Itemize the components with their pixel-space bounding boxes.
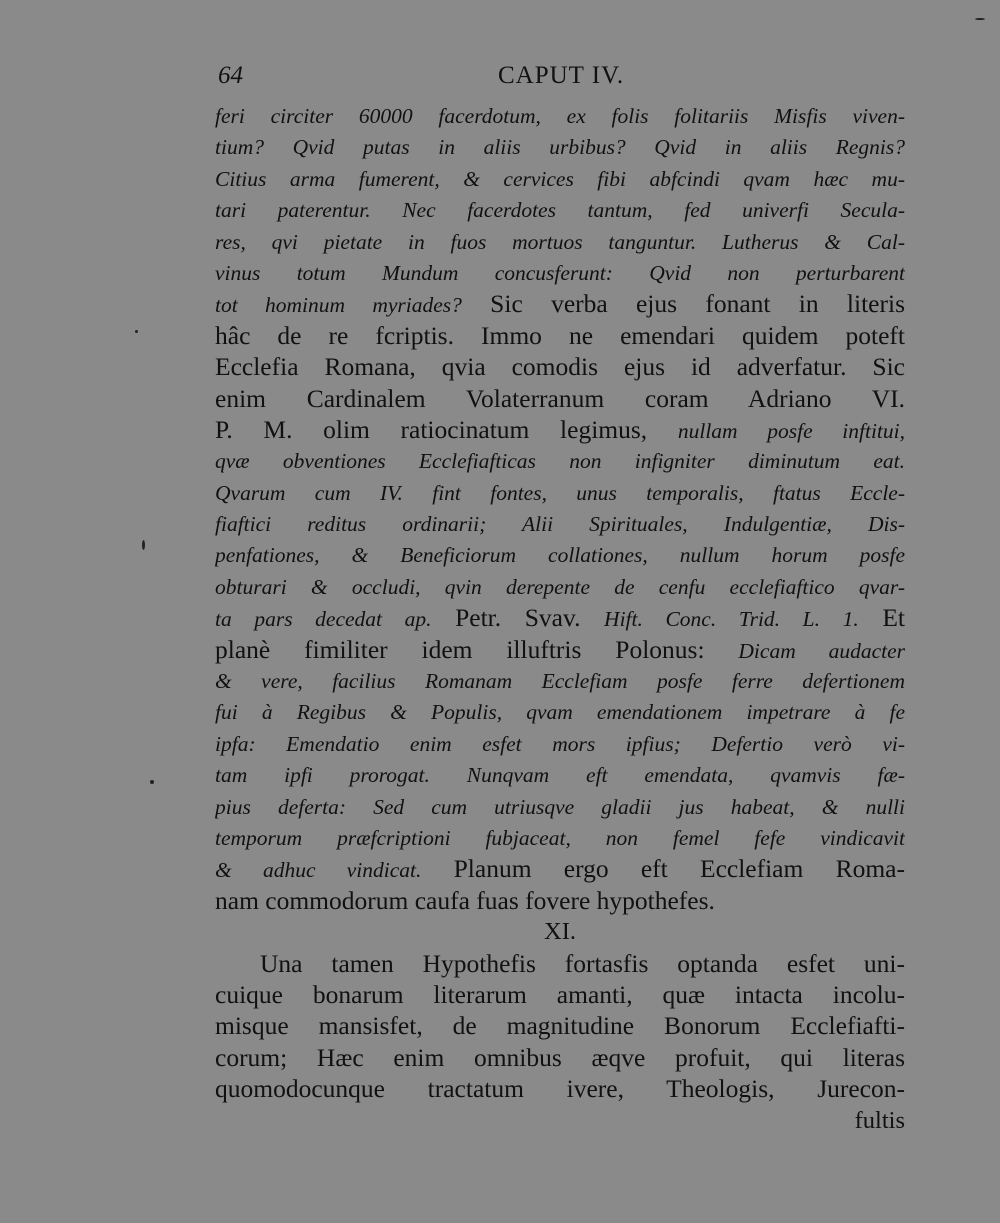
italic-text: tot hominum myriades? [215, 293, 462, 318]
page-header [218, 62, 908, 98]
section-text-line [215, 1042, 905, 1073]
roman-text: Et [858, 603, 905, 633]
roman-text: quomodocunque tractatum ivere, Theologis, Jurecon- [215, 1074, 905, 1104]
section-text-line [215, 948, 905, 979]
text-line [215, 351, 905, 382]
section-text-line [215, 1010, 905, 1041]
italic-text: Dicam audacter [738, 638, 905, 663]
text-line [215, 477, 905, 508]
italic-text: ta pars decedat ap. [215, 607, 432, 632]
main-paragraph [215, 100, 905, 916]
print-speck [142, 540, 145, 550]
text-line [215, 414, 905, 445]
roman-text: P. M. olim ratiocinatum legimus, [215, 414, 678, 444]
text-line [215, 508, 905, 539]
italic-text: tari paterentur. Nec facerdotes tantum, fed univerfi Secula- [215, 198, 905, 223]
text-line [215, 383, 905, 414]
italic-text: tam ipfi prorogat. Nunqvam eft emendata, qvamvis fæ- [215, 763, 905, 788]
roman-text: misque mansisfet, de magnitudine Bonorum Ecclefiafti- [215, 1011, 905, 1041]
roman-text: corum; Hæc enim omnibus æqve profuit, qui literas [215, 1042, 905, 1072]
text-line [215, 571, 905, 602]
text-line [215, 194, 905, 225]
italic-text: Citius arma fumerent, & cervices fibi abfcindi qvam hæc mu- [215, 166, 905, 191]
section-text-line [215, 1073, 905, 1104]
italic-text: qvæ obventiones Ecclefiafticas non infigniter diminutum eat. [215, 449, 905, 474]
roman-text: cuique bonarum literarum amanti, quæ intacta incolu- [215, 979, 905, 1009]
roman-text: hâc de re fcriptis. Immo ne emendari quidem poteft [215, 320, 905, 350]
running-head: CAPUT IV. [498, 62, 625, 89]
italic-text: ipfa: Emendatio enim esfet mors ipfius; Defertio verò vi- [215, 731, 905, 756]
text-line [215, 791, 905, 822]
catchword: fultis [854, 1106, 905, 1134]
print-speck [975, 18, 985, 20]
italic-text: Hift. Conc. Trid. L. 1. [604, 607, 859, 632]
text-line [215, 288, 905, 319]
roman-text: Sic verba ejus fonant in literis [461, 289, 905, 319]
italic-text: Qvarum cum IV. fint fontes, unus temporalis, ftatus Eccle- [215, 480, 905, 505]
text-line [215, 100, 905, 131]
text-line [215, 759, 905, 790]
roman-text: planè fimiliter idem illuftris Polonus: [215, 634, 739, 664]
text-line [215, 131, 905, 162]
section-heading: XI. [544, 918, 576, 946]
italic-text: pius deferta: Sed cum utriusqve gladii jus habeat, & nulli [215, 794, 905, 819]
text-line [215, 634, 905, 665]
body-text [215, 100, 905, 1136]
italic-text: fui à Regibus & Populis, qvam emendationem impetrare à fe [215, 700, 905, 725]
section-text-line [215, 979, 905, 1010]
text-line [215, 226, 905, 257]
section-paragraph [215, 948, 905, 1105]
italic-text: nullam posfe inftitui, [677, 418, 905, 443]
italic-text: obturari & occludi, qvin derepente de cenfu ecclefiaftico qvar- [215, 574, 905, 599]
text-line [215, 163, 905, 194]
italic-text: & vere, facilius Romanam Ecclefiam posfe ferre defertionem [215, 669, 905, 694]
text-line [215, 728, 905, 759]
text-line [215, 853, 905, 884]
text-line [215, 257, 905, 288]
roman-text: Una tamen Hypothefis fortasfis optanda esfet uni- [260, 948, 905, 978]
italic-text: penfationes, & Beneficiorum collationes, nullum horum posfe [215, 543, 905, 568]
roman-text: enim Cardinalem Volaterranum coram Adriano VI. [215, 383, 905, 413]
text-line [215, 602, 905, 633]
text-line [215, 885, 905, 916]
italic-text: res, qvi pietate in fuos mortuos tanguntur. Lutherus & Cal- [215, 229, 905, 254]
text-line [215, 696, 905, 727]
text-line [215, 539, 905, 570]
text-line [215, 665, 905, 696]
italic-text: vinus totum Mundum concusferunt: Qvid non perturbarent [215, 260, 905, 285]
text-line [215, 320, 905, 351]
roman-text: nam commodorum caufa fuas fovere hypothefes. [215, 885, 715, 915]
print-speck [135, 330, 138, 333]
italic-text: & adhuc vindicat. [215, 858, 422, 883]
roman-text: Petr. Svav. [431, 603, 605, 633]
text-line [215, 822, 905, 853]
text-line [215, 445, 905, 476]
print-speck [150, 780, 154, 784]
italic-text: temporum præfcriptioni fubjaceat, non femel fefe vindicavit [215, 825, 905, 850]
italic-text: fiaftici reditus ordinarii; Alii Spirituales, Indulgentiæ, Dis- [215, 512, 905, 537]
page-number: 64 [218, 62, 243, 89]
italic-text: feri circiter 60000 facerdotum, ex folis folitariis Misfis viven- [215, 104, 905, 128]
italic-text: tium? Qvid putas in aliis urbibus? Qvid in aliis Regnis? [215, 135, 905, 160]
roman-text: Ecclefia Romana, qvia comodis ejus id adverfatur. Sic [215, 352, 905, 382]
roman-text: Planum ergo eft Ecclefiam Roma- [421, 854, 905, 884]
